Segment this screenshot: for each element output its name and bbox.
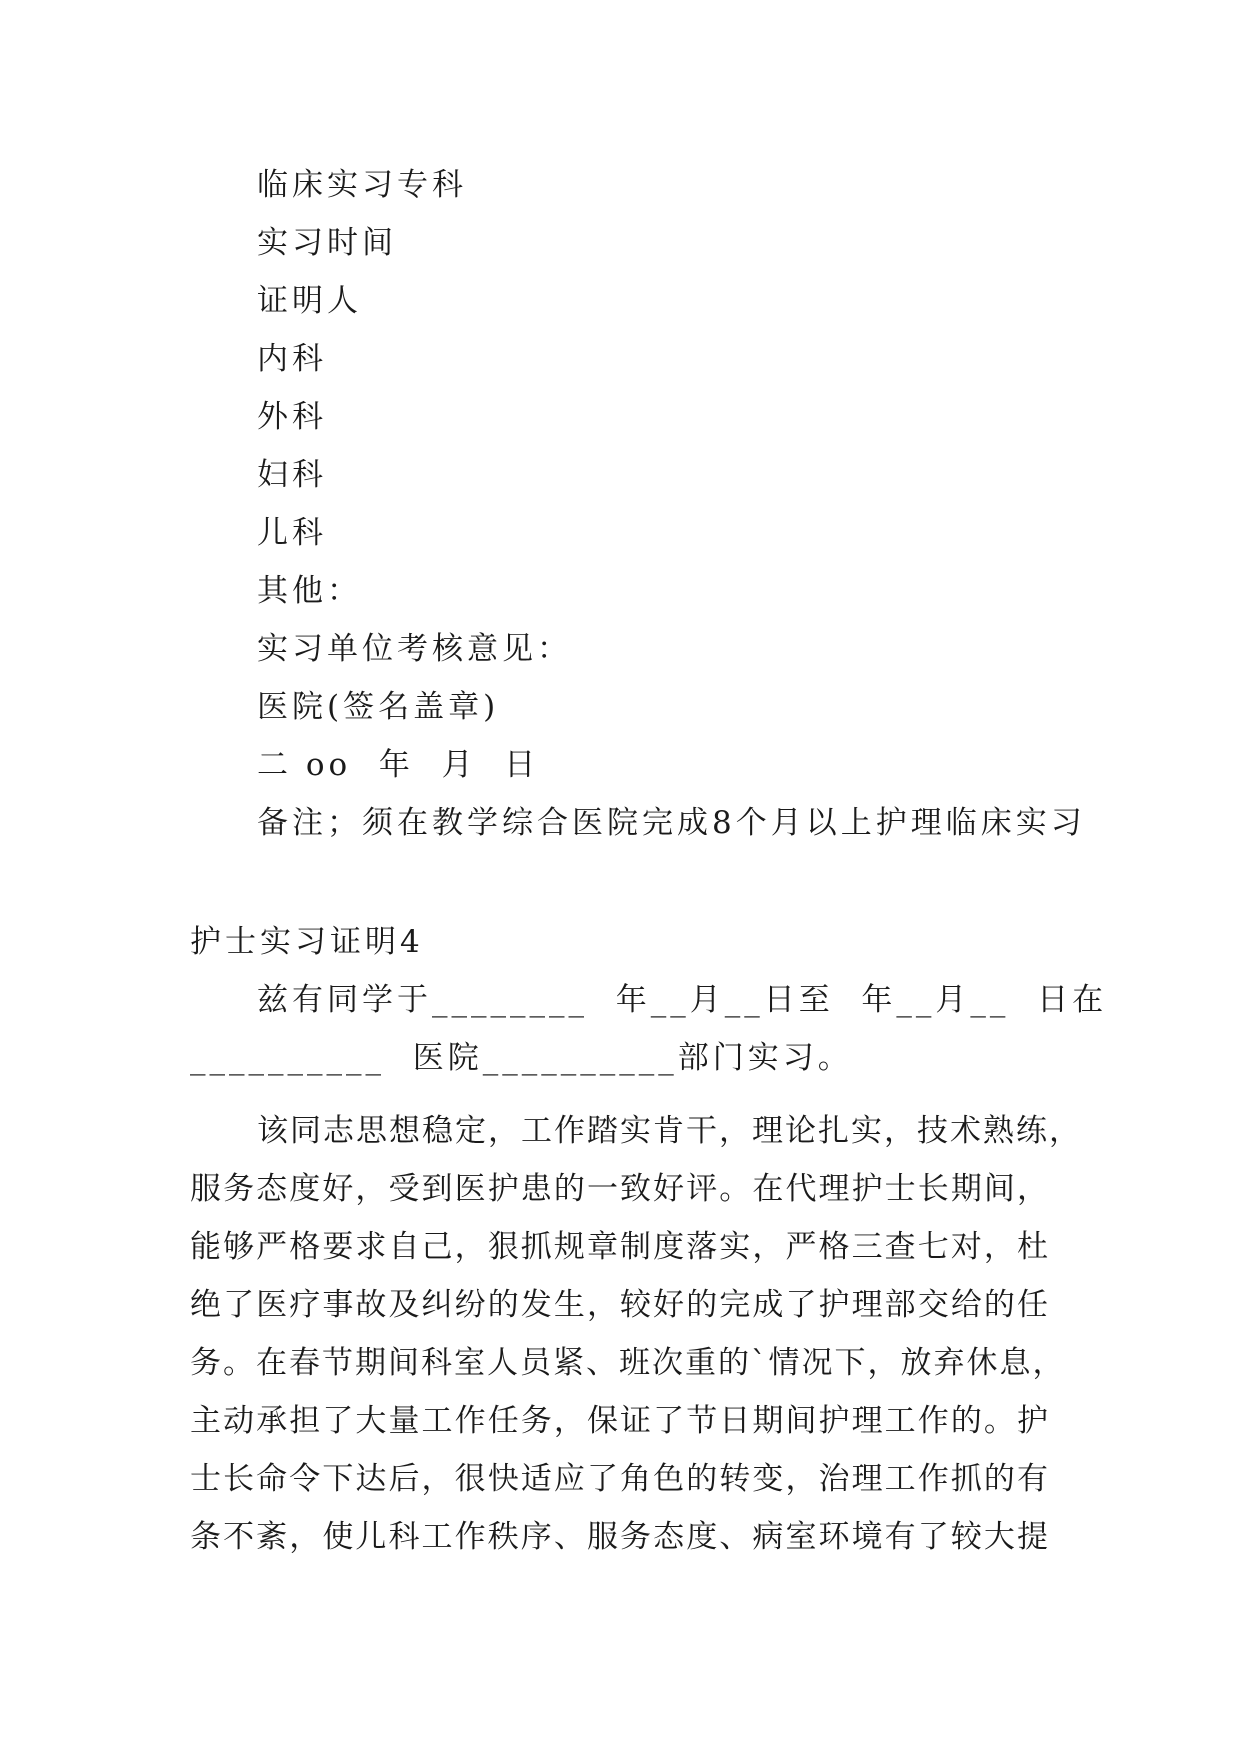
form-field-specialty: 临床实习专科 <box>257 167 467 203</box>
section-title: 护士实习证明4 <box>190 924 424 960</box>
body-line-5: 务。在春节期间科室人员紧、班次重的`情况下，放弃休息， <box>190 1345 1066 1381</box>
form-field-witness: 证明人 <box>257 283 362 319</box>
body-line-2: 服务态度好，受到医护患的一致好评。在代理护士长期间， <box>190 1171 1050 1207</box>
body-line-3: 能够严格要求自己，狠抓规章制度落实，严格三查七对，杜 <box>190 1229 1050 1265</box>
body-line-7: 士长命令下达后，很快适应了角色的转变，治理工作抓的有 <box>190 1461 1050 1497</box>
form-field-assessment: 实习单位考核意见： <box>257 631 572 667</box>
form-field-gynecology: 妇科 <box>257 457 327 493</box>
form-field-remark: 备注；须在教学综合医院完成8个月以上护理临床实习 <box>257 805 1086 841</box>
form-field-pediatrics: 儿科 <box>257 515 327 551</box>
body-line-4: 绝了医疗事故及纠纷的发生，较好的完成了护理部交给的任 <box>190 1287 1050 1323</box>
form-field-internal-medicine: 内科 <box>257 341 327 377</box>
form-field-hospital-signature: 医院(签名盖章) <box>257 689 500 725</box>
body-line-1: 该同志思想稳定，工作踏实肯干，理论扎实，技术熟练， <box>257 1113 1082 1149</box>
form-field-surgery: 外科 <box>257 399 327 435</box>
form-field-period: 实习时间 <box>257 225 397 261</box>
body-line-6: 主动承担了大量工作任务，保证了节日期间护理工作的。护 <box>190 1403 1050 1439</box>
form-field-other: 其他： <box>257 573 362 609</box>
fill-in-line-1: 兹有同学于________ 年__月__日至 年__月__ 日在 <box>257 982 1108 1018</box>
form-field-date: 二 oo 年 月 日 <box>257 747 540 783</box>
body-line-8: 条不紊，使儿科工作秩序、服务态度、病室环境有了较大提 <box>190 1519 1050 1555</box>
fill-in-line-2: __________ 医院__________部门实习。 <box>190 1040 853 1076</box>
